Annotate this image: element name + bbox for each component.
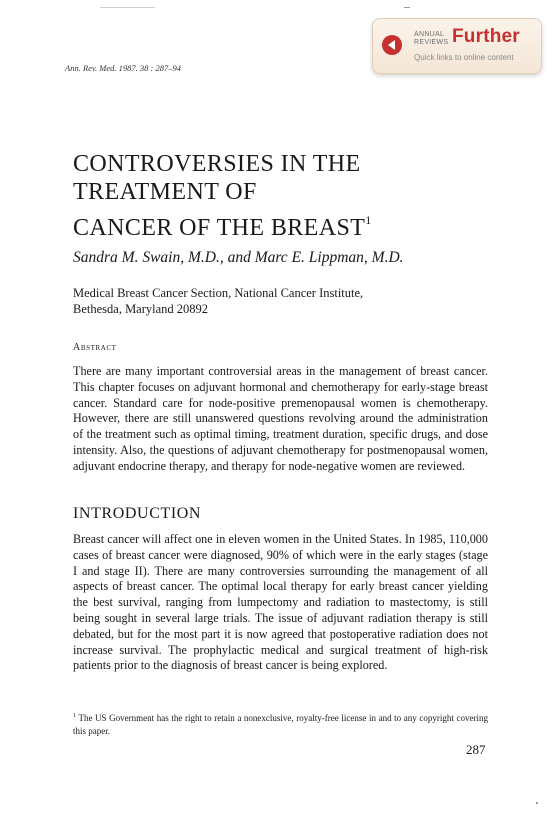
affiliation-line: Bethesda, Maryland 20892 [73, 302, 209, 316]
scan-artifact-mark [404, 7, 410, 8]
footnote [73, 710, 488, 738]
affiliation-line: Medical Breast Cancer Section, National Cancer Institute, [73, 286, 364, 300]
footnote-text: The US Government has the right to retain a nonexclusive, royalty-free license in and to any copyright covering this paper. [73, 713, 488, 736]
title-line [73, 206, 493, 242]
abstract-text: There are many important controversial areas in the management of breast cancer. This chapter focuses on adjuvant hormonal and chemotherapy for early-stage breast cancer. Standard care for node-positive premenopausal women is chemotherapy. However, there are still unanswered questions revolving around the administration of the treatment such as optimal timing, treatment duration, specific drugs, and dose intensity. Also, the questions of adjuvant chemotherapy for postmenopausal women, adjuvant endocrine therapy, and therapy for node-negative women are reviewed. [73, 364, 488, 473]
banner-brand-line1: ANNUAL [414, 31, 445, 38]
title-line-text: CANCER OF THE BREAST [73, 215, 366, 241]
banner-title[interactable]: Further [452, 26, 520, 47]
banner-subtitle[interactable]: Quick links to online content [414, 53, 514, 62]
page-number: 287 [466, 742, 486, 757]
introduction-text: Breast cancer will affect one in eleven women in the United States. In 1985, 110,000 cases of breast cancer were diagnosed, 90% of which were in the early stages (stage I and stage II). There are many controversies surrounding the management of all aspects of breast cancer. The optimal local therapy for early breast cancer yielding the best survival, ranging from lumpectomy and radiation to mastectomy, is still being sought in several large trials. The issue of adjuvant radiation therapy is still debated, but for the most part it is now agreed that postoperative radiation does not increase survival. The prophylactic medical and surgical treatment of high-risk patients prior to the diagnosis of breast cancer is being explored. [73, 532, 488, 673]
further-links-banner[interactable] [372, 18, 542, 74]
scan-artifact-dot [536, 802, 538, 804]
title-footnote-mark[interactable]: 1 [365, 213, 372, 227]
author-list: Sandra M. Swain, M.D., and Marc E. Lippman, M.D. [73, 249, 404, 266]
title-line: CONTROVERSIES IN THE [73, 151, 361, 177]
article-title [73, 150, 493, 242]
title-line: TREATMENT OF [73, 179, 257, 205]
scan-artifact-line [100, 7, 155, 8]
abstract-heading [73, 342, 117, 353]
introduction-heading: INTRODUCTION [73, 505, 202, 522]
abstract-heading-text: Abstract [73, 342, 117, 353]
footnote-mark: 1 [73, 713, 76, 719]
journal-citation: Ann. Rev. Med. 1987. 38 : 287–94 [65, 63, 181, 73]
banner-brand-line2: REVIEWS [414, 39, 449, 46]
chevron-left-icon[interactable] [382, 35, 402, 55]
affiliation [73, 285, 363, 317]
